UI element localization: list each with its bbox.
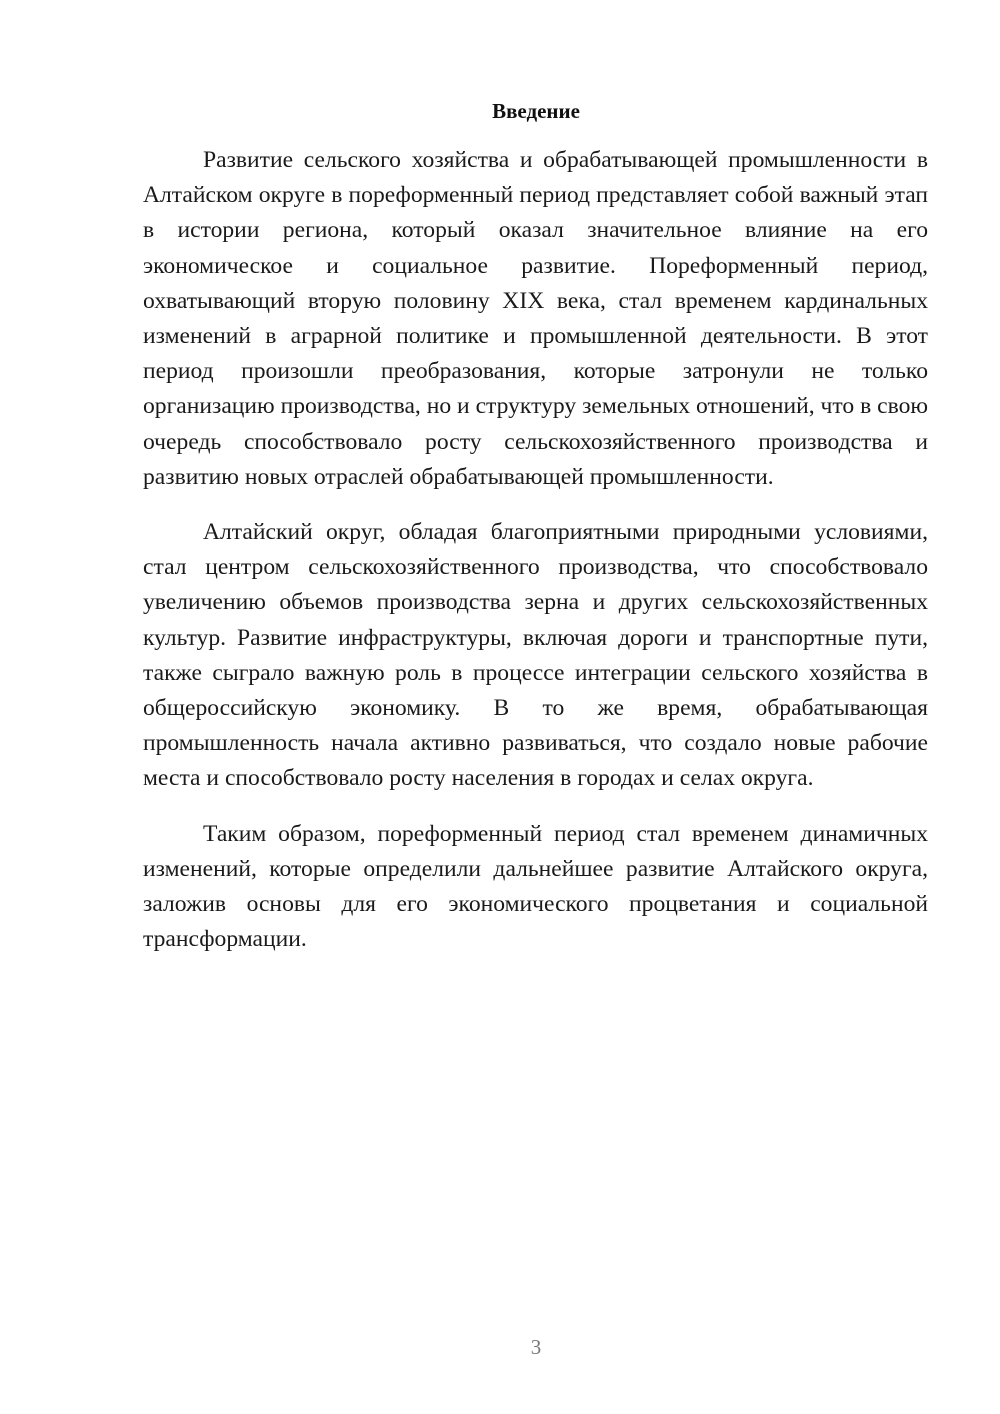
page-number: 3 <box>530 1335 542 1359</box>
paragraph-3: Таким образом, пореформенный период стал временем динамичных изменений, которые определили дальнейшее развитие Алтайского округа, заложив основы для его экономического процветания и социальной трансформации. <box>143 820 928 953</box>
paragraph-1: Развитие сельского хозяйства и обрабатывающей промышленности в Алтайском округе в пореформенный период представляет собой важный этап в истории региона, который оказал значительное влияние на его экономическое и социальное развитие. Пореформенный период, охватывающий вторую половину XIX века, стал временем кардинальных изменений в аграрной политике и промышленной деятельности. В этот период произошли преобразования, которые затронули не только организацию производства, но и структуру земельных отношений, что в свою очередь способствовало росту сельскохозяйственного производства и развитию новых отраслей обрабатывающей промышленности. <box>143 147 928 490</box>
paragraph-2: Алтайский округ, обладая благоприятными природными условиями, стал центром сельскохозяйственного производства, что способствовало увеличению объемов производства зерна и других сельскохозяйственных культур. Развитие инфраструктуры, включая дороги и транспортные пути, также сыграло важную роль в процессе интеграции сельского хозяйства в общероссийскую экономику. В то же время, обрабатывающая промышленность начала активно развиваться, что создало новые рабочие места и способствовало росту населения в городах и селах округа. <box>143 519 928 792</box>
body-text <box>143 143 928 977</box>
section-heading: Введение <box>492 99 580 123</box>
